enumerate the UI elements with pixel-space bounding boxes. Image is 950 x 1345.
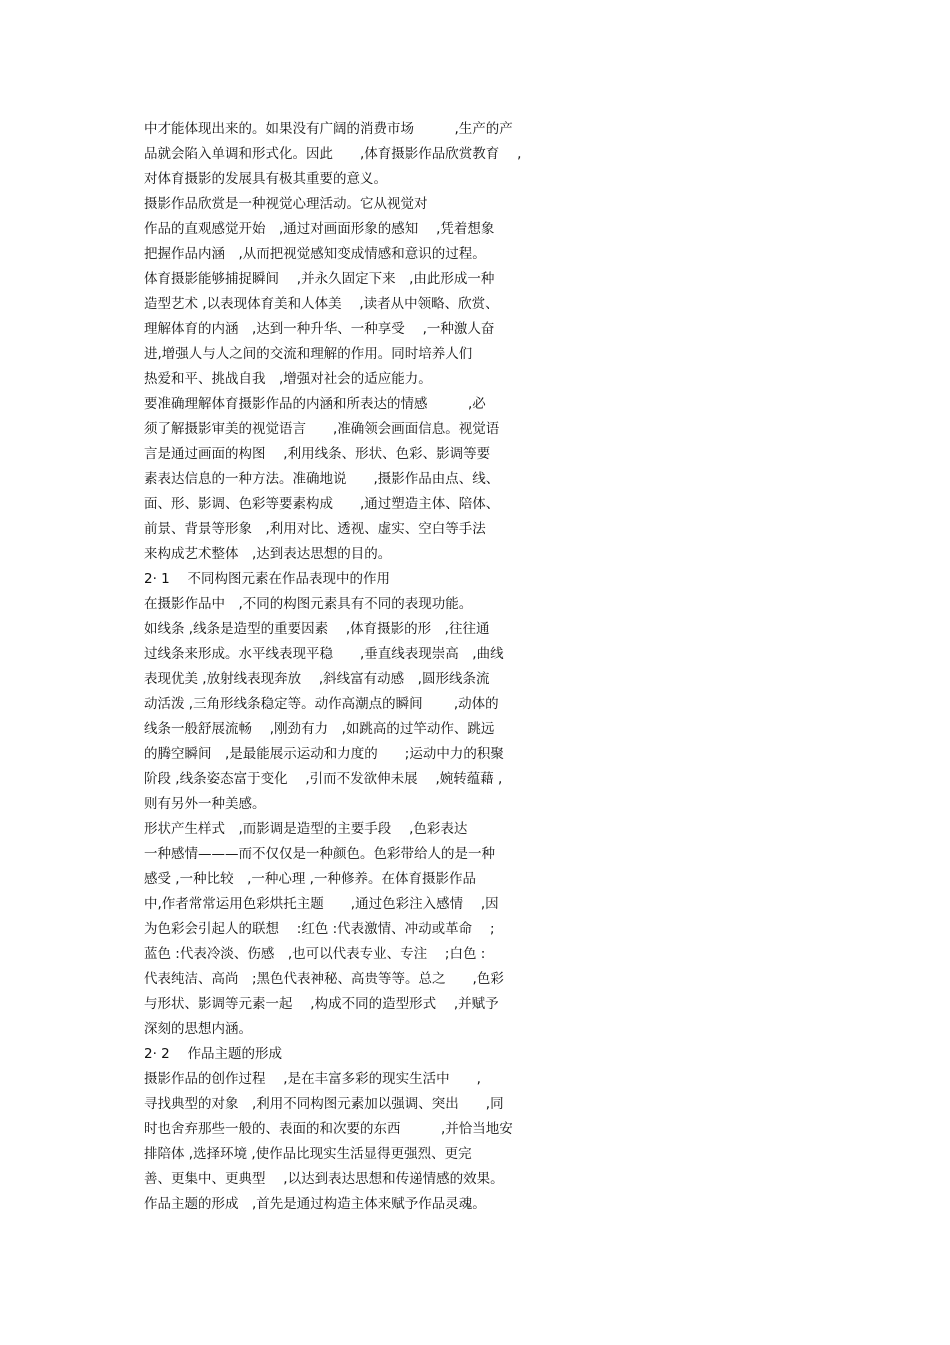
text-line: 造型艺术 ,以表现体育美和人体美 ,读者从中领略、欣赏、 bbox=[144, 296, 499, 312]
text-line: 排陪体 ,选择环境 ,使作品比现实生活显得更强烈、更完 bbox=[144, 1146, 472, 1162]
text-line: 动活泼 ,三角形线条稳定等。动作高潮点的瞬间 ,动体的 bbox=[144, 696, 499, 712]
text-line: 进,增强人与人之间的交流和理解的作用。同时培养人们 bbox=[144, 346, 473, 362]
text-line: 阶段 ,线条姿态富于变化 ,引而不发欲伸未展 ,婉转蕴藉 , bbox=[144, 771, 503, 787]
text-line: 表现优美 ,放射线表现奔放 ,斜线富有动感 ,圆形线条流 bbox=[144, 671, 490, 687]
text-line: 则有另外一种美感。 bbox=[144, 796, 266, 812]
text-line: 面、形、影调、色彩等要素构成 ,通过塑造主体、陪体、 bbox=[144, 496, 500, 512]
text-line: 对体育摄影的发展具有极其重要的意义。 bbox=[144, 171, 387, 187]
text-line: 中,作者常常运用色彩烘托主题 ,通过色彩注入感情 ,因 bbox=[144, 896, 499, 912]
text-line: 中才能体现出来的。如果没有广阔的消费市场 ,生产的产 bbox=[144, 121, 513, 137]
text-line: 摄影作品欣赏是一种视觉心理活动。它从视觉对 bbox=[144, 196, 428, 212]
text-line: 热爱和平、挑战自我 ,增强对社会的适应能力。 bbox=[144, 371, 432, 387]
text-line: 须了解摄影审美的视觉语言 ,准确领会画面信息。视觉语 bbox=[144, 421, 500, 437]
text-line: 把握作品内涵 ,从而把视觉感知变成情感和意识的过程。 bbox=[144, 246, 486, 262]
text-line: 作品主题的形成 ,首先是通过构造主体来赋予作品灵魂。 bbox=[144, 1196, 486, 1212]
text-line: 品就会陷入单调和形式化。因此 ,体育摄影作品欣赏教育 , bbox=[144, 146, 522, 162]
section-heading: 2· 1 不同构图元素在作品表现中的作用 bbox=[144, 571, 391, 587]
text-line: 一种感情———而不仅仅是一种颜色。色彩带给人的是一种 bbox=[144, 846, 495, 862]
text-line: 在摄影作品中 ,不同的构图元素具有不同的表现功能。 bbox=[144, 596, 473, 612]
text-line: 线条一般舒展流畅 ,刚劲有力 ,如跳高的过竿动作、跳远 bbox=[144, 721, 495, 737]
text-line: 善、更集中、更典型 ,以达到表达思想和传递情感的效果。 bbox=[144, 1171, 504, 1187]
body-text bbox=[144, 117, 564, 1217]
text-line: 体育摄影能够捕捉瞬间 ,并永久固定下来 ,由此形成一种 bbox=[144, 271, 495, 287]
text-line: 形状产生样式 ,而影调是造型的主要手段 ,色彩表达 bbox=[144, 821, 468, 837]
text-line: 言是通过画面的构图 ,利用线条、形状、色彩、影调等要 bbox=[144, 446, 491, 462]
text-line: 寻找典型的对象 ,利用不同构图元素加以强调、突出 ,同 bbox=[144, 1096, 504, 1112]
text-line: 感受 ,一种比较 ,一种心理 ,一种修养。在体育摄影作品 bbox=[144, 871, 476, 887]
text-line: 代表纯洁、高尚 ;黑色代表神秘、高贵等等。总之 ,色彩 bbox=[144, 971, 504, 987]
text-line: 作品的直观感觉开始 ,通过对画面形象的感知 ,凭着想象 bbox=[144, 221, 495, 237]
text-line: 来构成艺术整体 ,达到表达思想的目的。 bbox=[144, 546, 392, 562]
text-line: 深刻的思想内涵。 bbox=[144, 1021, 252, 1037]
text-line: 前景、背景等形象 ,利用对比、透视、虚实、空白等手法 bbox=[144, 521, 486, 537]
text-line: 的腾空瞬间 ,是最能展示运动和力度的 ;运动中力的积聚 bbox=[144, 746, 504, 762]
text-line: 与形状、影调等元素一起 ,构成不同的造型形式 ,并赋予 bbox=[144, 996, 499, 1012]
text-line: 过线条来形成。水平线表现平稳 ,垂直线表现崇高 ,曲线 bbox=[144, 646, 504, 662]
text-line: 蓝色 :代表冷淡、伤感 ,也可以代表专业、专注 ;白色 : bbox=[144, 946, 486, 962]
text-line: 为色彩会引起人的联想 :红色 :代表激情、冲动或革命 ; bbox=[144, 921, 495, 937]
text-line: 如线条 ,线条是造型的重要因素 ,体育摄影的形 ,往往通 bbox=[144, 621, 490, 637]
text-line: 理解体育的内涵 ,达到一种升华、一种享受 ,一种激人奋 bbox=[144, 321, 495, 337]
text-line: 要准确理解体育摄影作品的内涵和所表达的情感 ,必 bbox=[144, 396, 486, 412]
text-line: 时也舍弃那些一般的、表面的和次要的东西 ,并恰当地安 bbox=[144, 1121, 513, 1137]
section-heading: 2· 2 作品主题的形成 bbox=[144, 1046, 283, 1062]
text-line: 摄影作品的创作过程 ,是在丰富多彩的现实生活中 , bbox=[144, 1071, 481, 1087]
text-line: 素表达信息的一种方法。准确地说 ,摄影作品由点、线、 bbox=[144, 471, 500, 487]
